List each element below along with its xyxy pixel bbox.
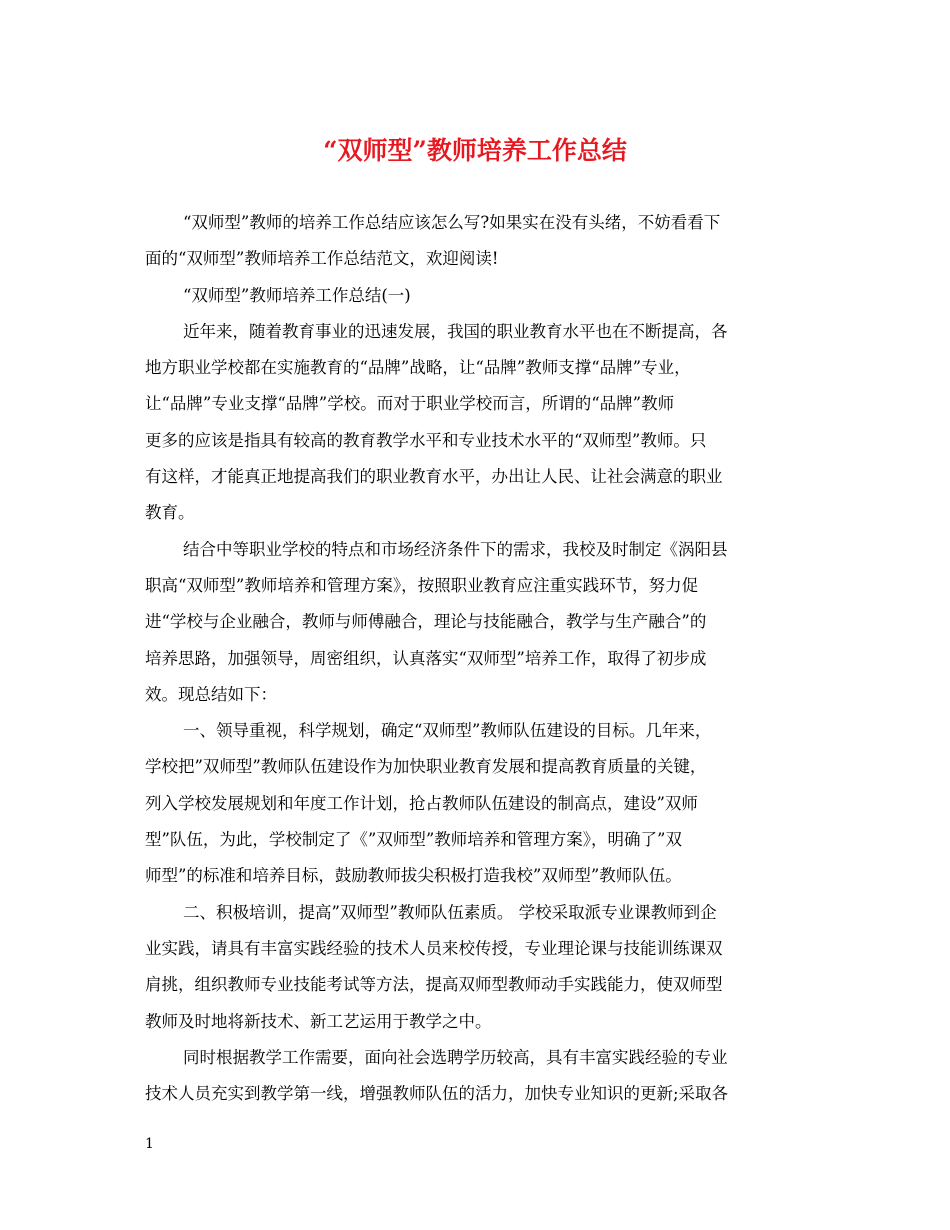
body-line: 结合中等职业学校的特点和市场经济条件下的需求，我校及时制定《涡阳县 <box>183 539 728 559</box>
document-body <box>145 205 807 1112</box>
body-line: 面的“双师型”教师培养工作总结范文，欢迎阅读! <box>145 249 499 269</box>
body-line: 型”队伍，为此，学校制定了《”双师型”教师培养和管理方案》，明确了”双 <box>145 830 682 850</box>
body-line: 教育。 <box>145 503 195 523</box>
body-line: 培养思路，加强领导，周密组织，认真落实“双师型”培养工作，取得了初步成 <box>145 648 707 668</box>
body-line: 近年来，随着教育事业的迅速发展，我国的职业教育水平也在不断提高，各 <box>183 321 728 341</box>
body-line: 有这样，才能真正地提高我们的职业教育水平，办出让人民、让社会满意的职业 <box>145 467 723 487</box>
body-line: “双师型”教师的培养工作总结应该怎么写?如果实在没有头绪，不妨看看下 <box>183 213 721 232</box>
body-line: 让“品牌”专业支撑“品牌”学校。而对于职业学校而言，所谓的“品牌”教师 <box>145 394 675 414</box>
page-number: 1 <box>145 1136 154 1152</box>
body-line: 教师及时地将新技术、新工艺运用于教学之中。 <box>145 1011 492 1031</box>
body-line: 效。现总结如下： <box>145 684 277 704</box>
body-line: 更多的应该是指具有较高的教育教学水平和专业技术水平的“双师型”教师。只 <box>145 430 707 450</box>
body-line: 师型”的标准和培养目标，鼓励教师拔尖积极打造我校”双师型”教师队伍。 <box>145 866 682 886</box>
body-line: 肩挑，组织教师专业技能考试等方法，提高双师型教师动手实践能力，使双师型 <box>145 975 723 995</box>
body-line: 列入学校发展规划和年度工作计划，抢占教师队伍建设的制高点，建设”双师 <box>145 793 698 813</box>
body-line: 业实践，请具有丰富实践经验的技术人员来校传授，专业理论课与技能训练课双 <box>145 938 723 958</box>
body-line: 学校把”双师型”教师队伍建设作为加快职业教育发展和提高教育质量的关键， <box>145 757 707 777</box>
body-line: “双师型”教师培养工作总结(一) <box>183 285 411 305</box>
body-line: 技术人员充实到教学第一线，增强教师队伍的活力，加快专业知识的更新;采取各 <box>145 1084 729 1104</box>
body-line: 地方职业学校都在实施教育的“品牌”战略，让“品牌”教师支撑“品牌”专业， <box>145 358 691 378</box>
body-line: 二、积极培训，提高”双师型”教师队伍素质。 学校采取派专业课教师到企 <box>183 902 717 922</box>
body-line: 职高“双师型”教师培养和管理方案》，按照职业教育应注重实践环节，努力促 <box>145 575 699 595</box>
body-line: 进“学校与企业融合，教师与师傅融合，理论与技能融合，教学与生产融合”的 <box>145 612 707 632</box>
document-title: “双师型”教师培养工作总结 <box>323 136 627 165</box>
body-line: 同时根据教学工作需要，面向社会选聘学历较高，具有丰富实践经验的专业 <box>183 1047 728 1067</box>
body-line: 一、领导重视，科学规划，确定“双师型”教师队伍建设的目标。几年来， <box>183 721 712 741</box>
